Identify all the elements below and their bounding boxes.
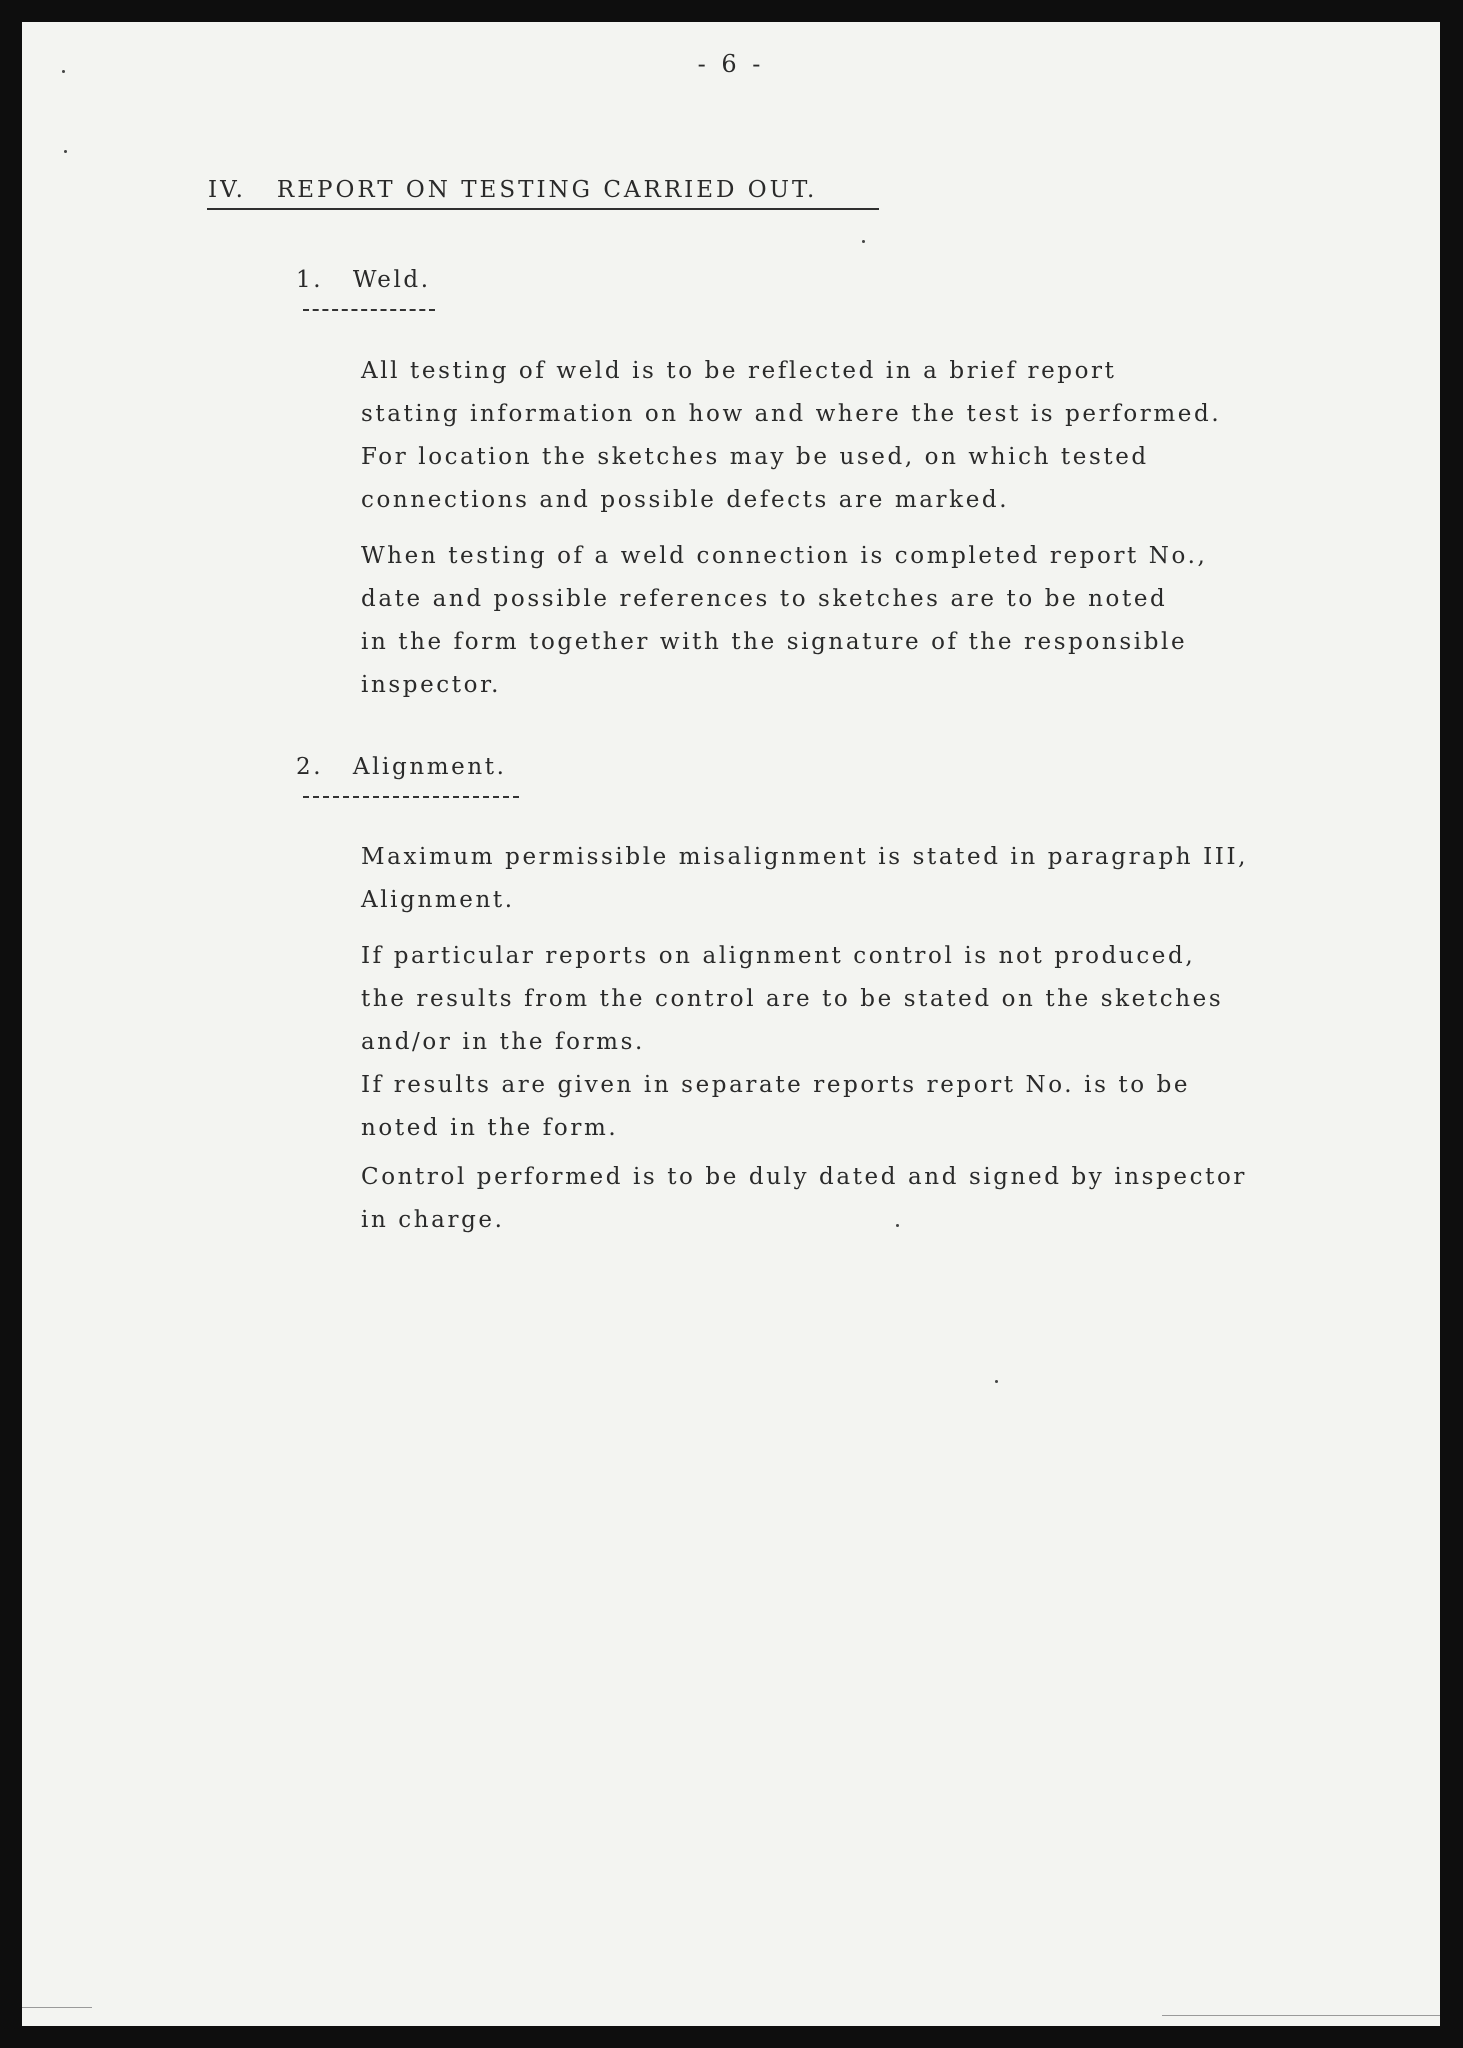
subsection-heading-weld: 1. Weld.: [296, 267, 431, 293]
text-line: connections and possible defects are marked.: [361, 487, 1010, 513]
text-line: the results from the control are to be stated on the sketches: [361, 986, 1224, 1012]
paragraph-weld-reporting: [361, 350, 1221, 522]
text-line: in the form together with the signature of the responsible: [361, 629, 1188, 655]
text-line: Control performed is to be duly dated and signed by inspector: [361, 1164, 1247, 1190]
paragraph-alignment-results: [361, 935, 1223, 1064]
text-line: All testing of weld is to be reflected in a brief report: [361, 358, 1117, 384]
scan-speck: [62, 70, 65, 73]
document-page: [22, 22, 1440, 2026]
paragraph-max-misalignment: [361, 836, 1248, 922]
paragraph-separate-reports: [361, 1064, 1190, 1150]
text-line: date and possible references to sketches are to be noted: [361, 586, 1168, 612]
scan-speck: [862, 240, 865, 243]
text-line: stating information on how and where the test is performed.: [361, 401, 1222, 427]
page-number: - 6 -: [697, 50, 765, 78]
section-heading: IV. REPORT ON TESTING CARRIED OUT.: [208, 177, 818, 203]
text-line: Alignment.: [361, 887, 515, 913]
paragraph-weld-completion: [361, 535, 1207, 707]
scan-speck: [896, 1224, 899, 1227]
scan-edge-line: [1162, 2015, 1440, 2016]
scan-edge-line: [22, 2007, 92, 2008]
scan-speck: [995, 1380, 998, 1383]
text-line: If results are given in separate reports report No. is to be: [361, 1072, 1191, 1098]
text-line: noted in the form.: [361, 1115, 619, 1141]
text-line: If particular reports on alignment control is not produced,: [361, 943, 1196, 969]
subsection-heading-alignment: 2. Alignment.: [296, 754, 507, 780]
section-heading-underline: [207, 208, 879, 210]
text-line: Maximum permissible misalignment is stated in paragraph III,: [361, 844, 1249, 870]
text-line: For location the sketches may be used, on which tested: [361, 444, 1149, 470]
subsection-underline-alignment: [303, 796, 519, 798]
paragraph-control-signature: [361, 1156, 1247, 1242]
text-line: When testing of a weld connection is completed report No.,: [361, 543, 1208, 569]
text-line: inspector.: [361, 672, 502, 698]
text-line: and/or in the forms.: [361, 1029, 645, 1055]
subsection-underline-weld: [303, 309, 435, 311]
scan-speck: [64, 150, 67, 153]
text-line: in charge.: [361, 1207, 505, 1233]
